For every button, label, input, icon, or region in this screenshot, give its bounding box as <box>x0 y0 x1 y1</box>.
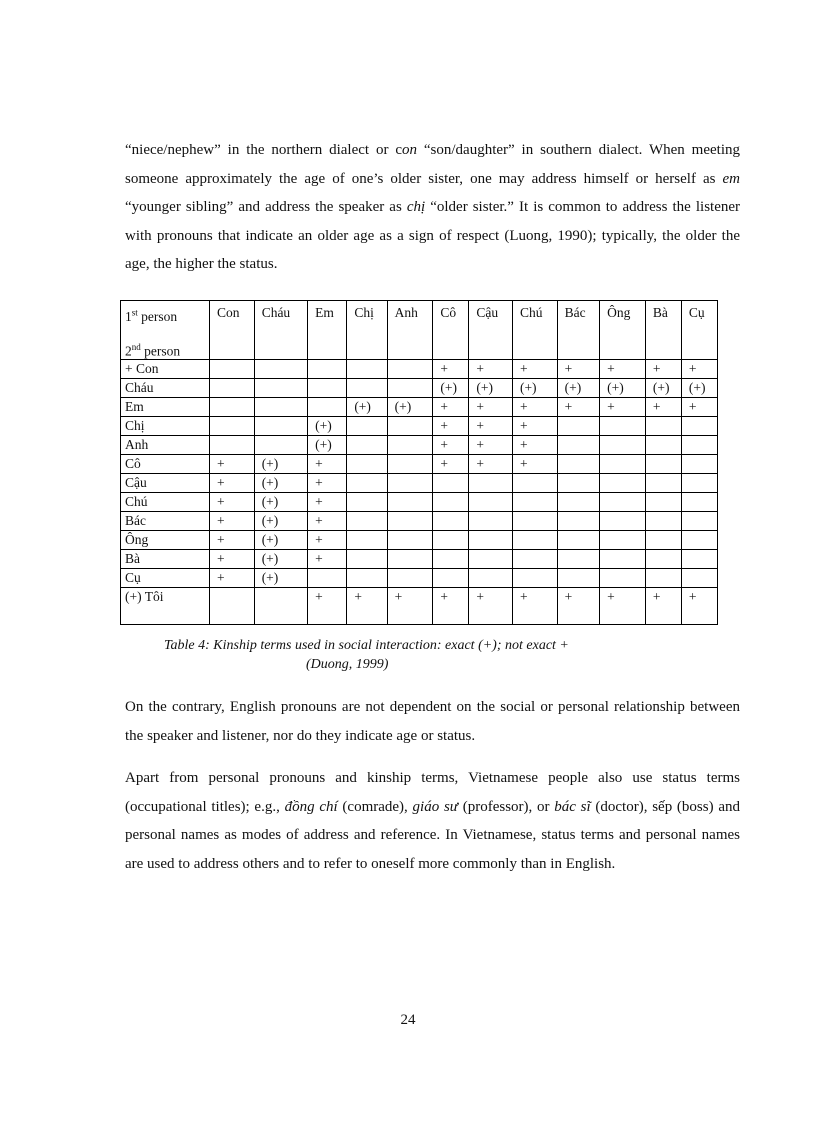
row-label: Bà <box>121 550 210 569</box>
p3-term-bac-si: bác sĩ <box>554 798 591 815</box>
table-cell <box>210 379 255 398</box>
table-cell: + <box>433 588 469 625</box>
column-header: Cụ <box>681 301 717 360</box>
table-cell: + <box>387 588 433 625</box>
column-header: Con <box>210 301 255 360</box>
row-label: Cháu <box>121 379 210 398</box>
table-row <box>121 569 718 588</box>
p1-text-2: “son/daughter” in southern dialect. When meeting someone approximately the age of one’s older sister, one may address himself or herself as <box>125 142 740 187</box>
table-cell: + <box>433 436 469 455</box>
table-cell <box>387 379 433 398</box>
table-cell: + <box>308 550 347 569</box>
table-cell <box>645 455 681 474</box>
p3-text-3: (professor), or <box>457 798 555 815</box>
p1-term-chi: chị <box>406 199 426 215</box>
table-cell: + <box>308 512 347 531</box>
table-cell <box>387 455 433 474</box>
table-cell <box>645 493 681 512</box>
column-header: Ông <box>600 301 646 360</box>
table-cell <box>387 550 433 569</box>
table-cell: + <box>681 360 717 379</box>
table-cell <box>681 474 717 493</box>
table-row <box>121 531 718 550</box>
table-cell <box>387 493 433 512</box>
table-cell <box>210 360 255 379</box>
row-label: Ông <box>121 531 210 550</box>
table-cell: + <box>512 417 557 436</box>
table-cell: + <box>469 588 513 625</box>
p3-text-2: (comrade), <box>337 798 413 815</box>
table-cell <box>681 531 717 550</box>
table-cell <box>387 512 433 531</box>
table-cell <box>387 474 433 493</box>
table-cell: + <box>557 588 599 625</box>
table-cell: + <box>469 436 513 455</box>
table-cell <box>347 474 387 493</box>
table-cell: (+) <box>254 569 307 588</box>
table-cell <box>600 493 646 512</box>
table-cell: (+) <box>254 550 307 569</box>
table-cell <box>347 550 387 569</box>
p1-text-4: “older sister.” It is common to address the listener with pronouns that indicate an older age as a sign of respect (Luong, 1990); typically, the older the age, the higher the status. <box>125 199 741 272</box>
table-cell <box>681 569 717 588</box>
table-cell <box>512 474 557 493</box>
row-label: Cậu <box>121 474 210 493</box>
second-person-label: 2nd person <box>125 341 181 358</box>
table-cell <box>469 569 513 588</box>
row-label: Chị <box>121 417 210 436</box>
table-cell: (+) <box>681 379 717 398</box>
table-row <box>121 455 718 474</box>
column-header: Cô <box>433 301 469 360</box>
row-label: Cô <box>121 455 210 474</box>
table-cell <box>469 550 513 569</box>
table-caption <box>120 636 718 674</box>
table-cell: + <box>308 531 347 550</box>
table-cell <box>645 417 681 436</box>
column-header: Em <box>308 301 347 360</box>
table-cell: + <box>469 417 513 436</box>
table-cell <box>433 512 469 531</box>
table-cell <box>557 474 599 493</box>
table-row <box>121 398 718 417</box>
table-cell: (+) <box>469 379 513 398</box>
table-cell <box>254 360 307 379</box>
table-cell <box>681 512 717 531</box>
table-cell <box>512 512 557 531</box>
table-cell: + <box>645 360 681 379</box>
table-cell: + <box>469 398 513 417</box>
table-cell: + <box>210 531 255 550</box>
table-cell <box>387 531 433 550</box>
table-cell: + <box>681 398 717 417</box>
table-cell <box>347 512 387 531</box>
table-cell <box>469 474 513 493</box>
table-cell: (+) <box>254 493 307 512</box>
table-cell <box>387 436 433 455</box>
table-cell: (+) <box>600 379 646 398</box>
table-cell <box>308 398 347 417</box>
table-row <box>121 512 718 531</box>
table-cell: (+) <box>254 455 307 474</box>
p1-text-1: “niece/nephew” in the northern dialect or c <box>125 142 402 158</box>
row-label: (+) Tôi <box>121 588 210 625</box>
p3-term-dong-chi: đồng chí <box>284 798 338 815</box>
table-cell <box>387 417 433 436</box>
column-header: Bác <box>557 301 599 360</box>
table-cell <box>557 512 599 531</box>
table-cell <box>387 569 433 588</box>
table-cell: + <box>347 588 387 625</box>
column-header: Cháu <box>254 301 307 360</box>
table-row <box>121 417 718 436</box>
p1-term-em: em <box>722 170 740 187</box>
p3-term-giao-su: giáo sư <box>412 798 458 815</box>
table-cell <box>433 569 469 588</box>
table-cell: (+) <box>308 436 347 455</box>
header-corner-cell <box>121 301 210 360</box>
table-cell: (+) <box>308 417 347 436</box>
p3-text-1: Apart from personal pronouns and kinship terms, Vietnamese people also use status terms (occupational titles); e.g., <box>125 770 740 815</box>
table-cell: + <box>600 588 646 625</box>
table-cell: + <box>433 398 469 417</box>
row-label: Em <box>121 398 210 417</box>
row-label: Cụ <box>121 569 210 588</box>
table-cell <box>347 436 387 455</box>
table-cell <box>254 588 307 625</box>
table-cell: + <box>469 360 513 379</box>
table-cell: + <box>645 588 681 625</box>
table-cell: + <box>210 550 255 569</box>
table-cell <box>512 569 557 588</box>
table-row <box>121 436 718 455</box>
table-row <box>121 360 718 379</box>
table-cell: + <box>512 436 557 455</box>
table-cell <box>681 493 717 512</box>
caption-line-2: (Duong, 1999) <box>306 657 389 672</box>
table-cell <box>347 493 387 512</box>
table-cell: + <box>308 455 347 474</box>
table-cell: (+) <box>557 379 599 398</box>
table-cell <box>557 436 599 455</box>
table-cell <box>600 569 646 588</box>
table-cell <box>254 417 307 436</box>
table-cell <box>557 417 599 436</box>
paragraph-english-pronouns: On the contrary, English pronouns are not dependent on the social or personal relationship between the speaker and listener, nor do they indicate age or status. <box>125 699 740 744</box>
table-cell <box>645 550 681 569</box>
table-row <box>121 474 718 493</box>
table-cell <box>557 493 599 512</box>
table-cell <box>557 531 599 550</box>
table-cell: + <box>600 398 646 417</box>
row-label: Anh <box>121 436 210 455</box>
table-cell <box>308 569 347 588</box>
table-cell <box>600 436 646 455</box>
row-label: Bác <box>121 512 210 531</box>
table-cell <box>433 531 469 550</box>
table-cell: (+) <box>645 379 681 398</box>
table-row <box>121 493 718 512</box>
table-cell: + <box>210 474 255 493</box>
row-label: + Con <box>121 360 210 379</box>
column-header: Bà <box>645 301 681 360</box>
row-label: Chú <box>121 493 210 512</box>
table-cell <box>512 531 557 550</box>
table-cell: + <box>512 455 557 474</box>
table-cell <box>645 474 681 493</box>
p1-term-con: on <box>402 142 417 158</box>
table-cell <box>210 417 255 436</box>
table-cell: + <box>308 588 347 625</box>
table-cell: + <box>433 455 469 474</box>
table-cell <box>512 493 557 512</box>
table-cell <box>645 436 681 455</box>
p1-text-3: “younger sibling” and address the speaker as <box>125 199 407 215</box>
table-cell <box>645 512 681 531</box>
table-cell <box>433 493 469 512</box>
table-header-row <box>121 301 718 360</box>
table-row <box>121 379 718 398</box>
table-cell <box>645 531 681 550</box>
table-cell <box>469 493 513 512</box>
table-cell <box>254 379 307 398</box>
table-cell: (+) <box>347 398 387 417</box>
paragraph-kinship-intro <box>125 136 740 279</box>
table-cell <box>600 474 646 493</box>
table-cell <box>308 379 347 398</box>
table-cell <box>210 588 255 625</box>
table-cell <box>681 455 717 474</box>
p3-text-4: (doctor), sếp (boss) and personal names as modes of address and reference. In Vietnamese, status terms and personal names are used to address others and to refer to oneself more commonly than in English. <box>125 798 740 872</box>
table-cell <box>210 398 255 417</box>
table-cell <box>347 455 387 474</box>
table-row <box>121 550 718 569</box>
table-cell <box>645 569 681 588</box>
table-cell <box>433 474 469 493</box>
table-cell: + <box>512 360 557 379</box>
column-header: Cậu <box>469 301 513 360</box>
table-cell <box>600 550 646 569</box>
column-header: Chú <box>512 301 557 360</box>
table-cell: (+) <box>254 531 307 550</box>
table-cell <box>557 455 599 474</box>
table-cell: (+) <box>254 512 307 531</box>
table-cell <box>557 569 599 588</box>
table-cell: + <box>433 360 469 379</box>
table-cell: + <box>512 398 557 417</box>
table-cell: + <box>210 512 255 531</box>
table-cell <box>600 512 646 531</box>
paragraph-status-terms <box>125 764 740 878</box>
column-header: Anh <box>387 301 433 360</box>
table-row <box>121 588 718 625</box>
kinship-table <box>120 300 718 625</box>
table-cell: + <box>308 493 347 512</box>
table-cell <box>210 436 255 455</box>
table-cell <box>681 550 717 569</box>
table-cell: + <box>512 588 557 625</box>
column-header: Chị <box>347 301 387 360</box>
table-cell <box>308 360 347 379</box>
table-cell <box>387 360 433 379</box>
table-cell: + <box>600 360 646 379</box>
table-cell <box>347 531 387 550</box>
table-cell <box>347 569 387 588</box>
table-cell: + <box>557 360 599 379</box>
table-cell: + <box>210 455 255 474</box>
table-cell <box>347 417 387 436</box>
table-cell <box>557 550 599 569</box>
table-cell: + <box>557 398 599 417</box>
table-cell: (+) <box>512 379 557 398</box>
table-cell: (+) <box>387 398 433 417</box>
table-cell <box>600 531 646 550</box>
table-cell: + <box>645 398 681 417</box>
table-cell: (+) <box>254 474 307 493</box>
page-number: 24 <box>400 1012 416 1028</box>
table-cell: + <box>433 417 469 436</box>
table-cell <box>600 417 646 436</box>
table-cell <box>681 417 717 436</box>
table-cell <box>469 531 513 550</box>
table-cell <box>347 379 387 398</box>
table-cell: + <box>681 588 717 625</box>
table-cell <box>469 512 513 531</box>
table-cell <box>347 360 387 379</box>
table-cell <box>254 436 307 455</box>
table-cell: (+) <box>433 379 469 398</box>
table-cell <box>512 550 557 569</box>
table-cell <box>433 550 469 569</box>
table-cell <box>254 398 307 417</box>
caption-line-1: Table 4: Kinship terms used in social interaction: exact (+); not exact + <box>164 638 569 653</box>
table-cell <box>600 455 646 474</box>
table-cell <box>681 436 717 455</box>
table-cell: + <box>469 455 513 474</box>
table-cell: + <box>308 474 347 493</box>
first-person-label: 1st person <box>125 307 178 324</box>
table-cell: + <box>210 493 255 512</box>
table-cell: + <box>210 569 255 588</box>
